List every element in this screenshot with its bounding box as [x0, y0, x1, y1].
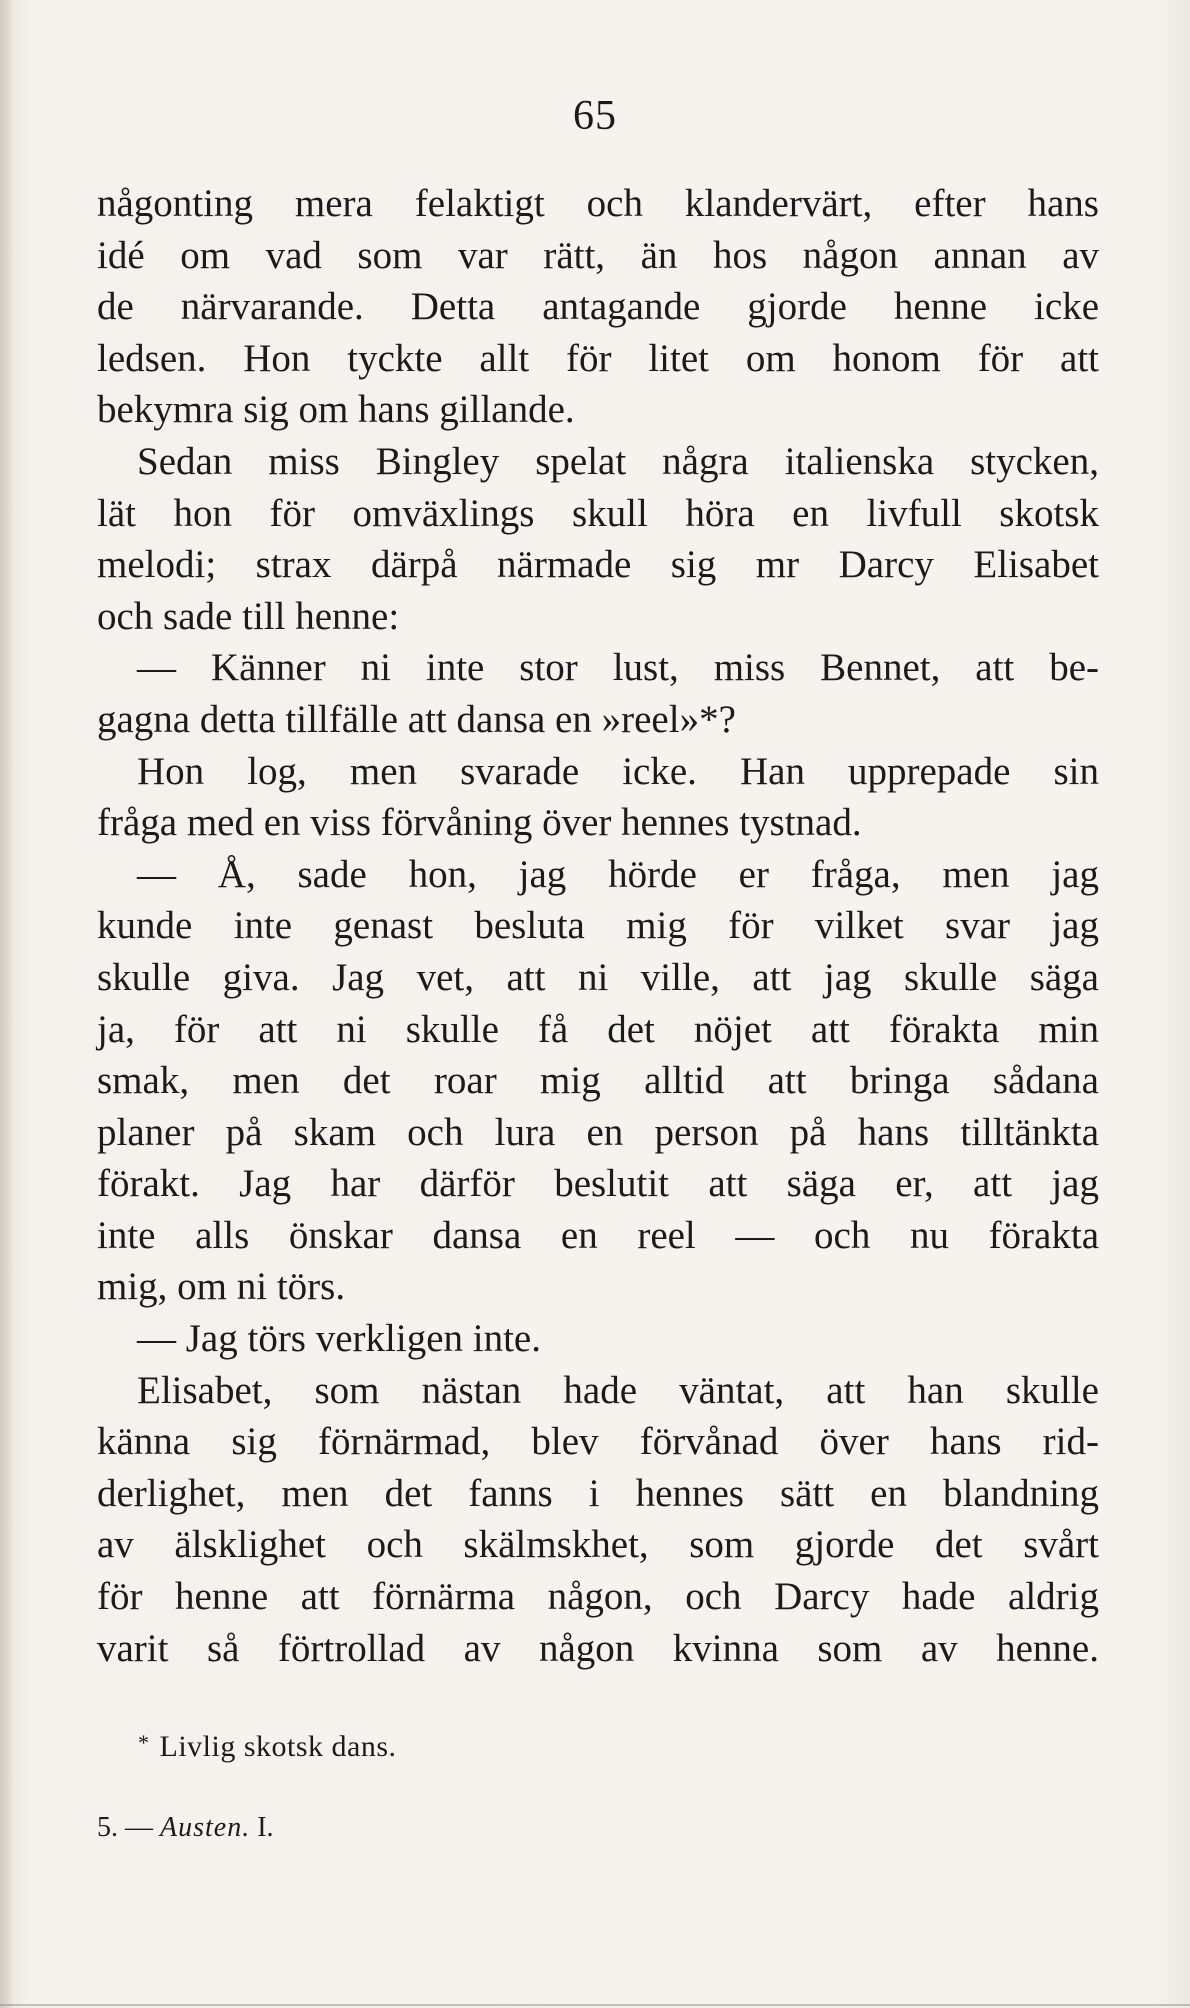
text-line: varit så förtrollad av någon kvinna som av henne. — [97, 1626, 1099, 1670]
text-line: mig, om ni törs. — [97, 1265, 346, 1309]
text-line: förakt. Jag har därför beslutit att säga er, att jag — [97, 1162, 1099, 1206]
signature-volume: I. — [257, 1812, 274, 1843]
signature-sheet: 5. — [97, 1812, 118, 1843]
text-line: — Å, sade hon, jag hörde er fråga, men jag — [137, 852, 1099, 896]
scan-edge-line — [0, 2004, 1190, 2006]
text-line: melodi; strax därpå närmade sig mr Darcy Elisabet — [97, 543, 1099, 587]
text-line: bekymra sig om hans gillande. — [97, 388, 575, 432]
text-line: — Jag törs verkligen inte. — [137, 1317, 541, 1361]
text-line: Sedan miss Bingley spelat några italienska stycken, — [137, 439, 1099, 483]
text-line: känna sig förnärmad, blev förvånad över hans rid- — [97, 1420, 1099, 1464]
text-line: ja, för att ni skulle få det nöjet att förakta min — [97, 1007, 1099, 1051]
page-number: 65 — [573, 93, 617, 139]
text-line: idé om vad som var rätt, än hos någon annan av — [97, 233, 1099, 277]
text-line: och sade till henne: — [97, 594, 400, 638]
text-line: för henne att förnärma någon, och Darcy hade aldrig — [97, 1575, 1099, 1619]
text-line: skulle giva. Jag vet, att ni ville, att jag skulle säga — [97, 955, 1099, 999]
footnote-marker: * — [138, 1730, 150, 1755]
text-line: smak, men det roar mig alltid att bringa sådana — [97, 1059, 1099, 1103]
text-line: någonting mera felaktigt och klandervärt, efter hans — [97, 182, 1099, 225]
text-line: inte alls önskar dansa en reel — och nu förakta — [97, 1213, 1099, 1257]
text-line: Hon log, men svarade icke. Han upprepade sin — [137, 749, 1099, 793]
footnote — [138, 1730, 397, 1764]
text-line: lät hon för omväxlings skull höra en livfull skotsk — [97, 491, 1099, 535]
footnote-text: Livlig skotsk dans. — [159, 1730, 397, 1763]
signature-dash: — — [125, 1812, 153, 1843]
text-line: kunde inte genast besluta mig för vilket svar jag — [97, 904, 1099, 948]
text-line: gagna detta tillfälle att dansa en »reel»*? — [97, 697, 736, 741]
signature-author: Austen. — [160, 1812, 251, 1843]
text-line: de närvarande. Detta antagande gjorde henne icke — [97, 285, 1099, 329]
body-text — [97, 178, 1099, 1674]
text-line: fråga med en viss förvåning över hennes tystnad. — [97, 801, 862, 845]
text-line: av älsklighet och skälmskhet, som gjorde det svårt — [97, 1523, 1099, 1567]
text-line: Elisabet, som nästan hade väntat, att han skulle — [137, 1368, 1099, 1412]
printer-signature — [97, 1812, 274, 1844]
text-line: — Känner ni inte stor lust, miss Bennet, att be- — [137, 646, 1099, 690]
page-edge-shadow — [0, 0, 14, 2008]
text-line: derlighet, men det fanns i hennes sätt en blandning — [97, 1471, 1099, 1515]
text-line: ledsen. Hon tyckte allt för litet om honom för att — [97, 336, 1099, 380]
text-line: planer på skam och lura en person på hans tilltänkta — [97, 1110, 1099, 1154]
